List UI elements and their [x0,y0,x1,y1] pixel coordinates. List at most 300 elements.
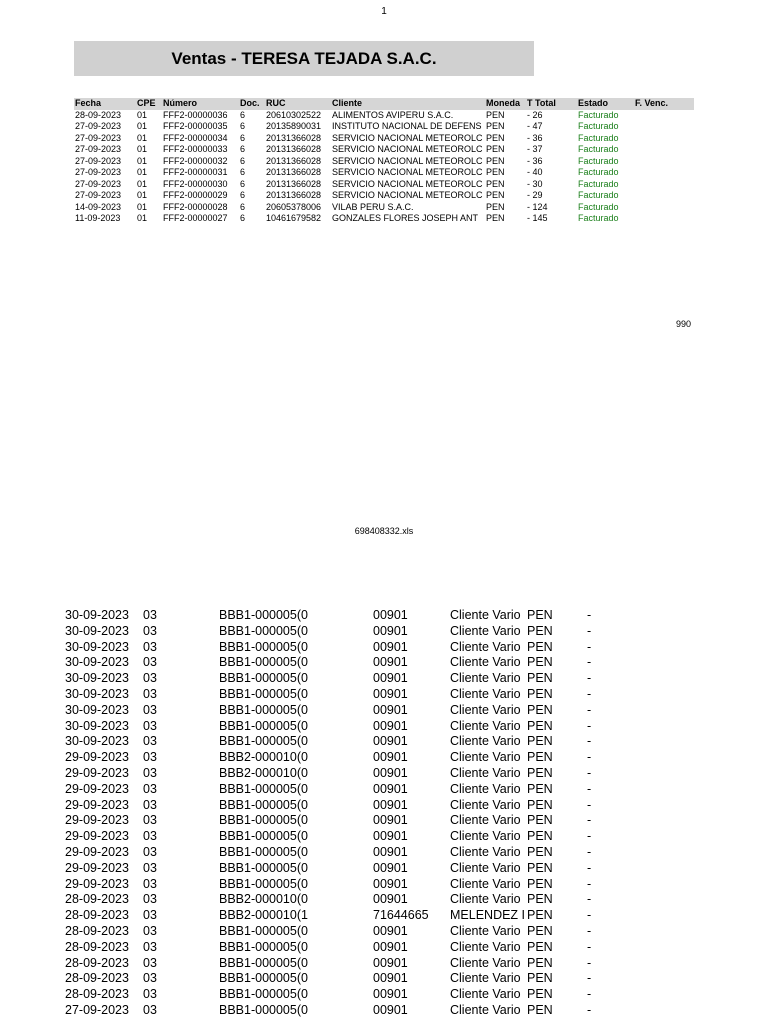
cell-fecha: 27-09-2023 [75,121,122,131]
sales-invoices-table [74,98,694,225]
cell-ruc: 20131366028 [266,178,322,189]
table-row [64,940,624,956]
cell-doc: 6 [240,132,246,143]
cell-estado: Facturado [578,109,619,120]
cell-numero: BBB1-000005(0 [219,655,308,670]
cell-numero: BBB2-000010(0 [219,750,308,765]
cell-ruc: 00901 [373,955,408,970]
cell-cliente: SERVICIO NACIONAL METEOROLC [332,144,483,154]
cell-cpe: 03 [143,765,157,780]
cell-estado: Facturado [578,132,619,143]
cell-ruc: 20135890031 [266,121,322,131]
report-title: Ventas - TERESA TEJADA S.A.C. [171,48,437,68]
cell-cliente: Cliente Vario [450,623,521,638]
cell-cpe: 01 [137,109,148,120]
cell-ruc: 00901 [373,608,408,622]
cell-fecha: 30-09-2023 [65,702,129,717]
cell-total: - [587,955,592,970]
cell-ruc: 20610302522 [266,109,322,120]
cell-cliente: Cliente Vario [450,844,521,859]
cell-cpe: 03 [143,923,157,938]
table-row [74,213,694,225]
cell-moneda: PEN [527,829,553,844]
cell-cliente: SERVICIO NACIONAL METEOROLC [332,167,483,177]
cell-total: - 30 [527,178,543,189]
cell-ruc: 20131366028 [266,144,322,154]
cell-total: - [587,750,592,765]
cell-total: - [587,718,592,733]
table-row [64,861,624,877]
cell-estado: Facturado [578,167,619,177]
table-row [74,190,694,202]
table-row [74,202,694,214]
cell-fecha: 30-09-2023 [65,734,129,749]
cell-total: - [587,686,592,701]
cell-fecha-venc [634,110,694,122]
cell-fecha: 11-09-2023 [75,213,121,223]
cell-cliente: SERVICIO NACIONAL METEOROLC [332,155,483,166]
table-row [74,110,694,122]
table-row [74,156,694,168]
table-row [64,766,624,782]
table-row [64,892,624,908]
table-row [64,908,624,924]
table-row [64,813,624,829]
cell-numero: BBB1-000005(0 [219,702,308,717]
cell-fecha: 29-09-2023 [65,797,129,812]
cell-estado: Facturado [578,144,619,154]
cell-moneda: PEN [486,178,505,189]
cell-cpe: 03 [143,829,157,844]
cell-total: - [587,892,592,907]
cell-ruc: 71644665 [373,908,429,923]
cell-total: - [587,939,592,954]
cell-fecha: 28-09-2023 [65,971,129,986]
cell-cpe: 03 [143,987,157,1002]
cell-cliente: SERVICIO NACIONAL METEOROLC [332,132,483,143]
cell-total: - [587,734,592,749]
cell-numero: BBB1-000005(0 [219,623,308,638]
cell-cpe: 01 [137,190,148,200]
table-row [64,655,624,671]
cell-ruc: 00901 [373,623,408,638]
cell-cpe: 03 [143,971,157,986]
cell-numero: BBB1-000005(0 [219,797,308,812]
cell-total: - [587,797,592,812]
cell-numero: BBB1-000005(0 [219,639,308,654]
cell-ruc: 20131366028 [266,155,322,166]
cell-fecha-venc [634,156,694,168]
cell-fecha-venc [634,144,694,156]
cell-cpe: 03 [143,876,157,891]
cell-moneda: PEN [486,109,505,120]
cell-moneda: PEN [527,781,553,796]
cell-moneda: PEN [527,860,553,875]
side-number: 990 [676,319,692,329]
cell-ruc: 00901 [373,639,408,654]
cell-fecha: 29-09-2023 [65,844,129,859]
cell-fecha: 29-09-2023 [65,750,129,765]
cell-cpe: 01 [137,213,148,223]
cell-doc: 6 [240,121,246,131]
cell-cliente: Cliente Vario [450,750,521,765]
cell-moneda: PEN [527,797,553,812]
cell-fecha-venc [634,179,694,191]
cell-fecha: 30-09-2023 [65,639,129,654]
cell-cliente: Cliente Vario [450,829,521,844]
col-numero: Número [162,98,239,110]
cell-fecha: 29-09-2023 [65,860,129,875]
cell-ruc: 00901 [373,750,408,765]
cell-moneda: PEN [486,190,505,200]
table-row [64,734,624,750]
cell-numero: BBB1-000005(0 [219,955,308,970]
cell-doc: 6 [240,144,246,154]
cell-moneda: PEN [486,201,505,212]
cell-total: - [587,608,592,622]
cell-numero: BBB1-000005(0 [219,1002,308,1017]
cell-fecha: 28-09-2023 [75,109,122,120]
cell-cliente: Cliente Vario [450,1002,521,1017]
cell-fecha: 28-09-2023 [65,939,129,954]
cell-total: - 26 [527,109,543,120]
cell-cliente: Cliente Vario [450,923,521,938]
col-doc: Doc. [239,98,265,110]
cell-ruc: 20605378006 [266,201,322,212]
cell-total: - [587,971,592,986]
cell-fecha: 28-09-2023 [65,892,129,907]
cell-cliente: Cliente Vario [450,686,521,701]
cell-cliente: Cliente Vario [450,971,521,986]
cell-fecha: 28-09-2023 [65,955,129,970]
cell-total: - 40 [527,167,543,177]
cell-cpe: 03 [143,702,157,717]
cell-cpe: 03 [143,908,157,923]
cell-moneda: PEN [527,813,553,828]
col-cliente: Cliente [331,98,485,110]
col-fecha: Fecha [74,98,136,110]
cell-numero: BBB1-000005(0 [219,987,308,1002]
cell-doc: 6 [240,213,246,223]
cell-cpe: 03 [143,734,157,749]
table-header-row [74,98,694,110]
cell-estado: Facturado [578,155,619,166]
cell-estado: Facturado [578,178,619,189]
cell-doc: 6 [240,190,246,200]
cell-ruc: 20131366028 [266,132,322,143]
cell-total: - 36 [527,132,543,143]
cell-numero: FFF2-00000027 [163,213,228,223]
cell-ruc: 00901 [373,1002,408,1017]
cell-fecha-venc [634,202,694,214]
cell-numero: BBB1-000005(0 [219,860,308,875]
cell-ruc: 00901 [373,718,408,733]
cell-moneda: PEN [527,750,553,765]
cell-moneda: PEN [527,892,553,907]
cell-moneda: PEN [527,734,553,749]
table-row [64,971,624,987]
cell-cpe: 01 [137,167,148,177]
cell-cliente: ALIMENTOS AVIPERU S.A.C. [332,109,454,120]
cell-fecha: 27-09-2023 [75,132,122,143]
receipts-table [64,608,624,1019]
cell-fecha: 30-09-2023 [65,623,129,638]
cell-ruc: 00901 [373,876,408,891]
cell-numero: FFF2-00000028 [163,201,228,212]
cell-cpe: 03 [143,718,157,733]
cell-moneda: PEN [527,765,553,780]
cell-ruc: 00901 [373,702,408,717]
cell-ruc: 20131366028 [266,190,322,200]
cell-ruc: 00901 [373,813,408,828]
cell-numero: BBB1-000005(0 [219,718,308,733]
cell-total: - [587,987,592,1002]
cell-fecha: 28-09-2023 [65,908,129,923]
cell-cliente: INSTITUTO NACIONAL DE DEFENS [332,121,482,131]
cell-ruc: 00901 [373,686,408,701]
cell-fecha: 29-09-2023 [65,876,129,891]
cell-cliente: Cliente Vario [450,702,521,717]
cell-moneda: PEN [527,686,553,701]
cell-numero: FFF2-00000032 [163,155,228,166]
table-row [64,1003,624,1019]
col-moneda: Moneda [485,98,526,110]
cell-moneda: PEN [486,155,505,166]
cell-cpe: 03 [143,892,157,907]
cell-cpe: 01 [137,201,148,212]
cell-numero: BBB1-000005(0 [219,844,308,859]
cell-cpe: 03 [143,860,157,875]
cell-total: - [587,876,592,891]
table-row [64,687,624,703]
cell-ruc: 00901 [373,939,408,954]
cell-total: - [587,923,592,938]
cell-fecha-venc [634,213,694,225]
cell-total: - 145 [527,213,548,223]
cell-fecha: 27-09-2023 [75,190,122,200]
table-row [64,956,624,972]
cell-cpe: 01 [137,144,148,154]
cell-cpe: 03 [143,686,157,701]
cell-fecha: 27-09-2023 [75,178,122,189]
cell-moneda: PEN [527,876,553,891]
cell-numero: FFF2-00000029 [163,190,228,200]
cell-doc: 6 [240,155,246,166]
cell-doc: 6 [240,178,246,189]
cell-cliente: SERVICIO NACIONAL METEOROLC [332,178,483,189]
cell-fecha: 29-09-2023 [65,765,129,780]
table-row [64,608,624,624]
cell-numero: FFF2-00000030 [163,178,228,189]
cell-total: - [587,844,592,859]
cell-cliente: Cliente Vario [450,639,521,654]
cell-ruc: 00901 [373,655,408,670]
cell-ruc: 00901 [373,765,408,780]
cell-moneda: PEN [527,718,553,733]
cell-cliente: Cliente Vario [450,939,521,954]
cell-cliente: Cliente Vario [450,734,521,749]
cell-cliente: Cliente Vario [450,860,521,875]
cell-doc: 6 [240,167,246,177]
cell-moneda: PEN [486,167,505,177]
cell-total: - [587,1002,592,1017]
col-fecha-venc: F. Venc. [634,98,694,110]
cell-ruc: 20131366028 [266,167,322,177]
cell-ruc: 00901 [373,971,408,986]
cell-fecha-venc [634,190,694,202]
cell-total: - [587,671,592,686]
cell-total: - [587,860,592,875]
cell-total: - [587,623,592,638]
cell-cliente: Cliente Vario [450,655,521,670]
cell-numero: FFF2-00000035 [163,121,228,131]
cell-cpe: 01 [137,132,148,143]
cell-cliente: Cliente Vario [450,671,521,686]
cell-cpe: 03 [143,797,157,812]
table-row [64,719,624,735]
cell-fecha: 29-09-2023 [65,829,129,844]
table-row [74,179,694,191]
cell-cpe: 01 [137,121,148,131]
cell-moneda: PEN [527,844,553,859]
cell-fecha: 14-09-2023 [75,201,122,212]
cell-numero: BBB2-000010(1 [219,908,308,923]
cell-total: - 36 [527,155,543,166]
table-row [64,640,624,656]
cell-numero: BBB1-000005(0 [219,671,308,686]
cell-cpe: 03 [143,671,157,686]
cell-moneda: PEN [527,955,553,970]
cell-ruc: 00901 [373,923,408,938]
cell-fecha: 30-09-2023 [65,718,129,733]
cell-numero: BBB1-000005(0 [219,971,308,986]
cell-numero: BBB1-000005(0 [219,813,308,828]
cell-moneda: PEN [527,655,553,670]
cell-cpe: 03 [143,655,157,670]
cell-fecha: 30-09-2023 [65,655,129,670]
cell-estado: Facturado [578,121,619,131]
file-name: 698408332.xls [354,526,414,536]
cell-cpe: 03 [143,608,157,622]
cell-total: - [587,765,592,780]
cell-moneda: PEN [486,144,505,154]
cell-total: - [587,908,592,923]
cell-cpe: 03 [143,955,157,970]
cell-cpe: 01 [137,178,148,189]
cell-numero: BBB1-000005(0 [219,939,308,954]
cell-moneda: PEN [527,623,553,638]
col-estado: Estado [577,98,634,110]
col-ruc: RUC [265,98,331,110]
cell-numero: BBB1-000005(0 [219,734,308,749]
cell-ruc: 00901 [373,734,408,749]
cell-cpe: 03 [143,1002,157,1017]
cell-fecha: 27-09-2023 [65,1002,129,1017]
table-row [64,798,624,814]
cell-fecha-venc [634,133,694,145]
cell-cliente: Cliente Vario [450,876,521,891]
table-row [64,703,624,719]
cell-ruc: 00901 [373,860,408,875]
cell-total: - [587,829,592,844]
cell-fecha: 27-09-2023 [75,155,122,166]
col-total: T Total [526,98,577,110]
cell-fecha-venc [634,121,694,133]
cell-total: - [587,813,592,828]
cell-moneda: PEN [486,213,505,223]
cell-numero: FFF2-00000034 [163,132,228,143]
cell-total: - 37 [527,144,543,154]
table-row [64,845,624,861]
cell-fecha: 29-09-2023 [65,813,129,828]
cell-estado: Facturado [578,190,619,200]
cell-numero: BBB1-000005(0 [219,829,308,844]
cell-doc: 6 [240,109,246,120]
cell-cliente: Cliente Vario [450,781,521,796]
cell-moneda: PEN [486,121,505,131]
cell-ruc: 00901 [373,829,408,844]
cell-fecha-venc [634,167,694,179]
cell-numero: BBB1-000005(0 [219,876,308,891]
cell-total: - [587,702,592,717]
table-row [64,671,624,687]
cell-doc: 6 [240,201,246,212]
cell-cliente: Cliente Vario [450,892,521,907]
table-row [64,782,624,798]
cell-ruc: 00901 [373,844,408,859]
cell-estado: Facturado [578,201,619,212]
cell-fecha: 27-09-2023 [75,167,122,177]
table-row [64,877,624,893]
cell-moneda: PEN [527,923,553,938]
cell-cliente: Cliente Vario [450,608,521,622]
cell-cpe: 03 [143,844,157,859]
cell-cpe: 03 [143,781,157,796]
cell-cliente: Cliente Vario [450,955,521,970]
cell-moneda: PEN [527,639,553,654]
table-row [64,829,624,845]
cell-fecha: 29-09-2023 [65,781,129,796]
cell-numero: BBB1-000005(0 [219,686,308,701]
cell-ruc: 00901 [373,781,408,796]
table-row [74,144,694,156]
cell-numero: FFF2-00000033 [163,144,228,154]
page-number: 1 [381,6,387,17]
cell-cpe: 03 [143,750,157,765]
cell-cliente: MELENDEZ I [450,908,526,923]
table-row [74,167,694,179]
table-row [64,987,624,1003]
cell-fecha: 28-09-2023 [65,987,129,1002]
cell-fecha: 30-09-2023 [65,686,129,701]
cell-cliente: GONZALES FLORES JOSEPH ANT [332,213,479,223]
cell-cliente: Cliente Vario [450,797,521,812]
cell-numero: BBB1-000005(0 [219,923,308,938]
cell-numero: BBB1-000005(0 [219,781,308,796]
cell-numero: BBB1-000005(0 [219,608,308,622]
cell-ruc: 00901 [373,671,408,686]
cell-numero: BBB2-000010(0 [219,765,308,780]
cell-moneda: PEN [527,987,553,1002]
cell-moneda: PEN [527,608,553,622]
cell-cpe: 03 [143,639,157,654]
cell-estado: Facturado [578,213,619,223]
cell-fecha: 27-09-2023 [75,144,122,154]
cell-fecha: 30-09-2023 [65,671,129,686]
cell-numero: BBB2-000010(0 [219,892,308,907]
cell-numero: FFF2-00000031 [163,167,228,177]
cell-total: - [587,781,592,796]
